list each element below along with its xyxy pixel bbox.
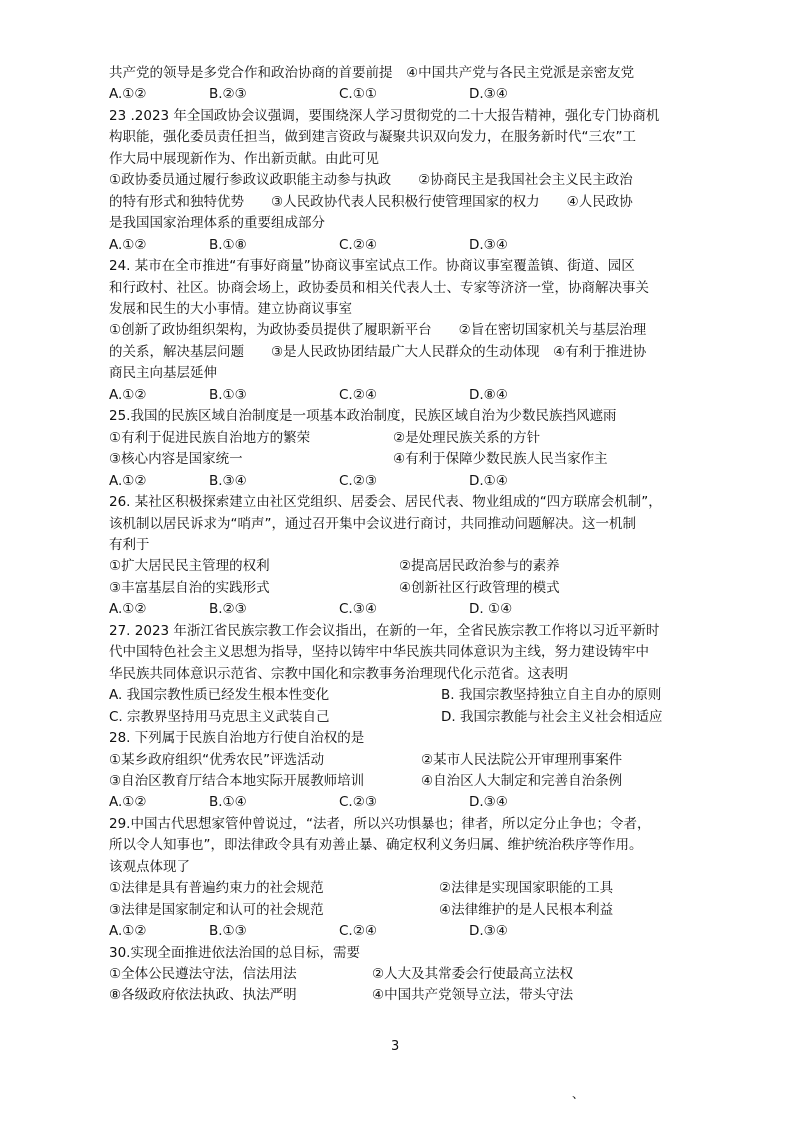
option-d: D.③④ bbox=[469, 236, 508, 253]
answer-options bbox=[109, 385, 754, 406]
choice-item: ③丰富基层自治的实践形式 bbox=[109, 579, 270, 596]
question-text-line: 代中国特色社会主义思想为指导，坚持以铸牢中华民族共同体意识为主线，努力建设铸牢中 bbox=[109, 644, 649, 661]
option-a: A.①② bbox=[109, 472, 147, 489]
choice-item: ④中国共产党领导立法，带头守法 bbox=[372, 987, 574, 1004]
option-d: D.③④ bbox=[469, 794, 508, 811]
option-a: A.①② bbox=[109, 601, 147, 618]
choice-item: A. 我国宗教性质已经发生根本性变化 bbox=[109, 687, 330, 704]
choice-item: ④自治区人大制定和完善自治条例 bbox=[421, 772, 623, 789]
question-text-line: 商民主向基层延伸 bbox=[109, 365, 217, 382]
option-a: A.①② bbox=[109, 923, 147, 940]
choice-row bbox=[109, 900, 754, 921]
option-d: D.③④ bbox=[469, 923, 508, 940]
question-text-line: 华民族共同体意识示范省、宗教中国化和宗教事务治理现代化示范省。这表明 bbox=[109, 665, 568, 682]
choice-item: ②是处理民族关系的方针 bbox=[393, 429, 541, 446]
choice-item: ②提高居民政治参与的素养 bbox=[399, 558, 560, 575]
question-25-stem: 25.我国的民族区域自治制度是一项基本政治制度，民族区域自治为少数民族挡风遮雨 bbox=[109, 408, 617, 425]
option-b: B.①⑧ bbox=[209, 236, 247, 253]
choice-item: ③法律是国家制定和认可的社会规范 bbox=[109, 901, 324, 918]
option-a: A.①② bbox=[109, 386, 147, 403]
answer-options bbox=[109, 235, 754, 256]
choice-row bbox=[109, 685, 754, 706]
answer-options bbox=[109, 84, 754, 105]
choice-item: ③自治区教育厅结合本地实际开展教师培训 bbox=[109, 772, 365, 789]
choice-item: ②某市人民法院公开审理刑事案件 bbox=[421, 751, 623, 768]
option-d: D.⑧④ bbox=[469, 386, 508, 403]
option-d: D. ①④ bbox=[469, 601, 513, 618]
question-text-line: 作大局中展现新作为、作出新贡献。由此可见 bbox=[109, 150, 379, 167]
choice-item: ①全体公民遵法守法，信法用法 bbox=[109, 966, 297, 983]
choice-row bbox=[109, 578, 754, 599]
question-28-stem: 28. 下列属于民族自治地方行使自治权的是 bbox=[109, 730, 365, 747]
question-text-line: 共产党的领导是多党合作和政治协商的首要前提 ④中国共产党与各民主党派是亲密友党 bbox=[109, 65, 635, 81]
choice-item: ①扩大居民民主管理的权利 bbox=[109, 558, 270, 575]
option-d: D.①④ bbox=[469, 472, 508, 489]
choice-row bbox=[109, 964, 754, 985]
option-c: C.②④ bbox=[339, 923, 377, 940]
option-c: C.①① bbox=[339, 86, 377, 103]
answer-options bbox=[109, 921, 754, 942]
option-b: B.①③ bbox=[209, 923, 247, 940]
choice-item: ①某乡政府组织“优秀农民”评选活动 bbox=[109, 751, 325, 768]
choice-row bbox=[109, 878, 754, 899]
question-text-line: 发展和民生的大小事情。建立协商议事室 bbox=[109, 300, 352, 317]
answer-options bbox=[109, 792, 754, 813]
question-29-stem: 29.中国古代思想家管仲曾说过，“法者，所以兴功惧暴也；律者，所以定分止争也；令者， bbox=[109, 815, 651, 832]
question-23-stem: 23 .2023 年全国政协会议强调，要围绕深人学习贯彻党的二十大报告精神，强化专门协商机 bbox=[109, 107, 660, 124]
choice-item: D. 我国宗教能与社会主义社会相适应 bbox=[441, 708, 663, 725]
question-text-line: 是我国国家治理体系的重要组成部分 bbox=[109, 215, 325, 232]
question-text-line: 和行政村、社区。协商会场上，政协委员和相关代表人士、专家等济济一堂，协商解决事关 bbox=[109, 279, 649, 296]
question-24-stem: 24. 某市在全市推进“有事好商量”协商议事室试点工作。协商议事室覆盖镇、街道、园区 bbox=[109, 258, 635, 275]
question-text-line: 所以令人知事也”，即法律政令具有劝善止暴、确定权利义务归属、维护统治秩序等作用。 bbox=[109, 837, 643, 854]
choice-item: ④法律维护的是人民根本利益 bbox=[439, 901, 614, 918]
question-text-line: ①政协委员通过履行参政议政职能主动参与执政 ②协商民主是我国社会主义民主政治 bbox=[109, 172, 633, 189]
option-c: C.②③ bbox=[339, 794, 377, 811]
option-d: D.③④ bbox=[469, 86, 508, 103]
answer-options bbox=[109, 471, 754, 492]
question-26-stem: 26. 某社区积极探索建立由社区党组织、居委会、居民代表、物业组成的“四方联席会机制”， bbox=[109, 494, 662, 511]
choice-row bbox=[109, 428, 754, 449]
choice-item: ①有利于促进民族自治地方的繁荣 bbox=[109, 429, 311, 446]
question-text-line: 的关系，解决基层问题 ③是人民政协团结最广大人民群众的生动体现 ④有利于推进协 bbox=[109, 343, 647, 360]
choice-item: ⑧各级政府依法执政、执法严明 bbox=[109, 987, 297, 1004]
page-number: 3 bbox=[391, 1039, 400, 1054]
choice-row bbox=[109, 707, 754, 728]
stray-mark: 、 bbox=[572, 1087, 585, 1101]
question-text-line: 该观点体现了 bbox=[109, 858, 190, 875]
choice-item: ④创新社区行政管理的模式 bbox=[399, 579, 560, 596]
choice-item: ②法律是实现国家职能的工具 bbox=[439, 880, 614, 897]
choice-item: ②人大及其常委会行使最高立法权 bbox=[372, 966, 574, 983]
option-a: A.①② bbox=[109, 236, 147, 253]
question-text-line: 构职能，强化委员责任担当，做到建言资政与凝聚共识双向发力，在服务新时代“三农”工 bbox=[109, 129, 636, 146]
choice-row bbox=[109, 771, 754, 792]
option-c: C.②③ bbox=[339, 472, 377, 489]
answer-options bbox=[109, 599, 754, 620]
question-30-stem: 30.实现全面推进依法治国的总目标，需要 bbox=[109, 944, 360, 961]
option-a: A.①② bbox=[109, 86, 147, 103]
choice-item: C. 宗教界坚持用马克思主义武装自己 bbox=[109, 708, 330, 725]
choice-row bbox=[109, 750, 754, 771]
choice-item: B. 我国宗教坚持独立自主自办的原则 bbox=[441, 687, 662, 704]
option-c: C.②④ bbox=[339, 386, 377, 403]
option-b: B.①④ bbox=[209, 794, 247, 811]
option-b: B.①③ bbox=[209, 386, 247, 403]
question-text-line: 有利于 bbox=[109, 536, 150, 553]
option-c: C.②④ bbox=[339, 236, 377, 253]
choice-row bbox=[109, 449, 754, 470]
choice-item: ④有利于保障少数民族人民当家作主 bbox=[393, 451, 608, 468]
choice-item: ③核心内容是国家统一 bbox=[109, 451, 243, 468]
question-text-line: 的特有形式和独特优势 ③人民政协代表人民积极行使管理国家的权力 ④人民政协 bbox=[109, 193, 633, 210]
choice-row bbox=[109, 985, 754, 1006]
option-b: B.②③ bbox=[209, 86, 247, 103]
choice-row bbox=[109, 556, 754, 577]
option-b: B.②③ bbox=[209, 601, 247, 618]
option-c: C.③④ bbox=[339, 601, 377, 618]
question-text-line: 该机制以居民诉求为“哨声”，通过召开集中会议进行商讨，共同推动问题解决。这一机制 bbox=[109, 515, 636, 532]
option-a: A.①② bbox=[109, 794, 147, 811]
question-27-stem: 27. 2023 年浙江省民族宗教工作会议指出，在新的一年，全省民族宗教工作将以习近平新时 bbox=[109, 622, 660, 639]
option-b: B.③④ bbox=[209, 472, 247, 489]
choice-item: ①法律是具有普遍约束力的社会规范 bbox=[109, 880, 324, 897]
question-text-line: ①创新了政协组织架构，为政协委员提供了履职新平台 ②旨在密切国家机关与基层治理 bbox=[109, 322, 647, 339]
